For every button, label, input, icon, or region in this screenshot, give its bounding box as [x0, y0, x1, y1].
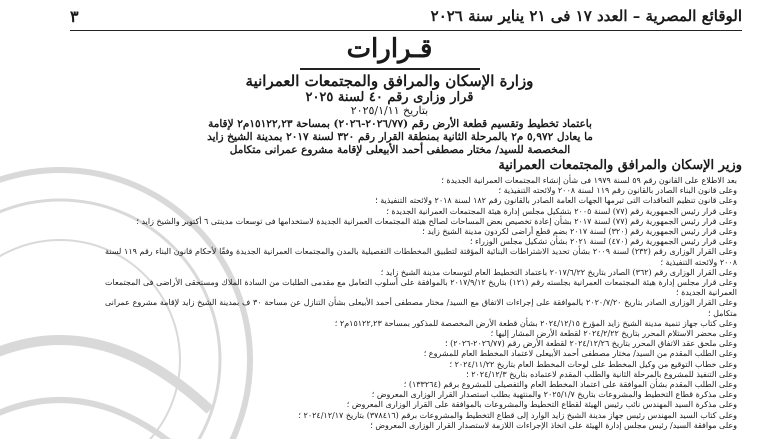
- body-paragraph: وعلى محضر الاستلام المحرر بتاريخ ٢٠٢٤/٢/٢٢ لقطعة الأرض المشار إليها ؛: [490, 329, 737, 339]
- running-title: الوقائع المصرية – العدد ١٧ فى ٢١ يناير سنة ٢٠٢٦: [430, 7, 742, 25]
- title-underline: [300, 68, 480, 70]
- body-paragraph: وعلى قرار رئيس الجمهورية رقم (٧٧) لسنة ٢٠١٧ بشأن إعادة تخصيص بعض المساحات لصالح هيئة المجتمعات العمرانية الجديدة لاستخدامها فى توسعات مدينتى ٦ أكتوبر والشيخ زايد ؛: [136, 216, 737, 226]
- body-paragraph: وعلى خطاب التوقيع من وكيل المخطط على لوحات المخطط العام بتاريخ ٢٠٢٤/١١/٢٢ ؛: [449, 359, 737, 369]
- summary-line: المخصصة للسيد/ مختار مصطفى أحمد الأبيعلى لإقامة مشروع عمرانى متكامل: [229, 144, 571, 156]
- body-paragraph: وعلى قرار رئيس الجمهورية رقم (٧٧) لسنة ٢٠٠٥ بتشكيل مجلس إدارة هيئة المجتمعات العمرانية الجديدة ؛: [386, 206, 737, 216]
- minister-heading: وزير الإسكان والمرافق والمجتمعات العمرانية: [498, 158, 742, 173]
- decree-body: [105, 176, 737, 431]
- body-paragraph: وعلى مذكرة قطاع التخطيط والمشروعات بتاريخ ٢٠٢٥/١/٧ والمنتهية بطلب استصدار القرار الوزارى المعروض ؛: [371, 390, 737, 400]
- decree-number: قرار وزارى رقم ٤٠ لسنة ٢٠٢٥: [305, 90, 474, 105]
- body-paragraph: وعلى قرار مجلس إدارة هيئة المجتمعات العمرانية بجلسته رقم (١٢١) بتاريخ ٢٠١٧/٩/١٢ بالموافقة على أسلوب التعامل مع مقدمى الطلبات من السادة الملاك ومستحقى الأراضى فى المجتمعات العمرانية الجديدة ؛: [105, 278, 738, 298]
- body-paragraph: وعلى كتاب جهاز تنمية مدينة الشيخ زايد المؤرخ ٢٠٢٤/١٢/١٥ بشأن قطعة الأرض المخصصة للمذكور بمساحة ١٥١٢٢,٢٣م٢ ؛: [334, 318, 737, 328]
- body-paragraph: وعلى ملحق عقد الاتفاق المحرر بتاريخ ٢٠٢٤/١٢/٢٦ لقطعة الأرض رقم (٢٠٢٦/٧٧-٢٠٢٦) ؛: [445, 339, 737, 349]
- decree-summary: [110, 118, 690, 157]
- body-paragraph: وعلى قانون البناء الصادر بالقانون رقم ١١٩ لسنة ٢٠٠٨ ولائحته التنفيذية ؛: [498, 186, 737, 196]
- header-divider: [70, 30, 742, 31]
- running-header: [70, 4, 742, 28]
- decree-date: بتاريخ ٢٠٢٥/١/١١: [350, 104, 429, 117]
- body-paragraph: وعلى قرار رئيس الجمهورية رقم (٤٧٠) لسنة ٢٠٢١ بشأن تشكيل مجلس الوزراء ؛: [469, 237, 737, 247]
- body-paragraph: بعد الاطلاع على القانون رقم ٥٩ لسنة ١٩٧٩ فى شأن إنشاء المجتمعات العمرانية الجديدة ؛: [441, 176, 737, 185]
- page-number: ٣: [70, 6, 79, 26]
- body-paragraph: وعلى القرار الوزارى الصادر بتاريخ ٢٠٢٠/٧/٢٠ بالموافقة على إجراءات الاتفاق مع السيد/ مختار مصطفى أحمد الأبيعلى بشأن التنازل عن مساحة ٣٠ ف بمدينة الشيخ زايد لإقامة مشروع عمرانى متكامل ؛: [105, 298, 738, 318]
- body-paragraph: وعلى القرار الوزارى رقم (٢٣٢) لسنة ٢٠٠٩ بشأن تحديد الاشتراطات البنائية المؤقتة لتطبيق المخططات التفصيلية بالمدن والمجتمعات العمرانية الجديدة وفقًا لأحكام قانون البناء رقم ١١٩ لسنة ٢٠٠٨ ولائحته التنفيذية ؛: [105, 247, 738, 267]
- body-paragraph: وعلى الطلب المقدم بشأن الموافقة على اعتماد المخطط العام والتفصيلى للمشروع برقم (١٣٣٢٦٤) ؛: [403, 380, 737, 390]
- body-paragraph: وعلى مذكرة السيد المهندس نائب رئيس الهيئة لقطاع التخطيط والمشروعات بالموافقة على القرار الوزارى المعروض ؛: [346, 400, 737, 410]
- body-paragraph: وعلى قانون تنظيم التعاقدات التى تبرمها الجهات العامة الصادر بالقانون رقم ١٨٢ لسنة ٢٠١٨ ولائحته التنفيذية ؛: [375, 196, 737, 206]
- body-paragraph: وعلى موافقة السيد/ رئيس مجلس إدارة الهيئة على اتخاذ الإجراءات اللازمة لاستصدار القرار الوزارى المعروض ؛: [370, 420, 737, 430]
- body-paragraph: وعلى التنفيذ للمشروع بالمرحلة الثانية والطلب المقدم لاعتماده بتاريخ ٢٠٢٤/١٢/٣ ؛: [466, 369, 737, 379]
- body-paragraph: وعلى القرار الوزارى رقم (٣٦٢) الصادر بتاريخ ٢٠١٧/٦/٢٢ باعتماد التخطيط العام لتوسعات مدينة الشيخ زايد ؛: [380, 267, 737, 277]
- body-paragraph: وعلى كتاب السيد المهندس رئيس جهاز مدينة الشيخ زايد الوارد إلى قطاع التخطيط والمشروعات برقم (٣٧٨٤١٦) بتاريخ ٢٠٢٤/١٢/١٧ ؛: [298, 410, 737, 420]
- summary-line: باعتماد تخطيط وتقسيم قطعة الأرض رقم (٢٠٢٦/٧٧-٢٠٢٦) بمساحة ١٥١٢٢,٢٣م٢ لإقامة: [208, 118, 592, 130]
- ministry-name: وزارة الإسكان والمرافق والمجتمعات العمرانية: [245, 72, 534, 90]
- body-paragraph: وعلى قرار رئيس الجمهورية رقم (٣٢٠) لسنة ٢٠١٧ بضم قطع أراضى لكردون مدينة الشيخ زايد ؛: [422, 227, 737, 237]
- body-paragraph: وعلى الطلب المقدم من السيد/ مختار مصطفى أحمد الأبيعلى لاعتماد المخطط العام للمشروع ؛: [423, 349, 737, 359]
- section-title: قـرارات: [346, 34, 433, 64]
- summary-line: ما يعادل ٥,٩٧٢ م٢ بالمرحلة الثانية بمنطقة القرار رقم ٣٢٠ لسنة ٢٠١٧ بمدينة الشيخ زايد: [207, 131, 593, 143]
